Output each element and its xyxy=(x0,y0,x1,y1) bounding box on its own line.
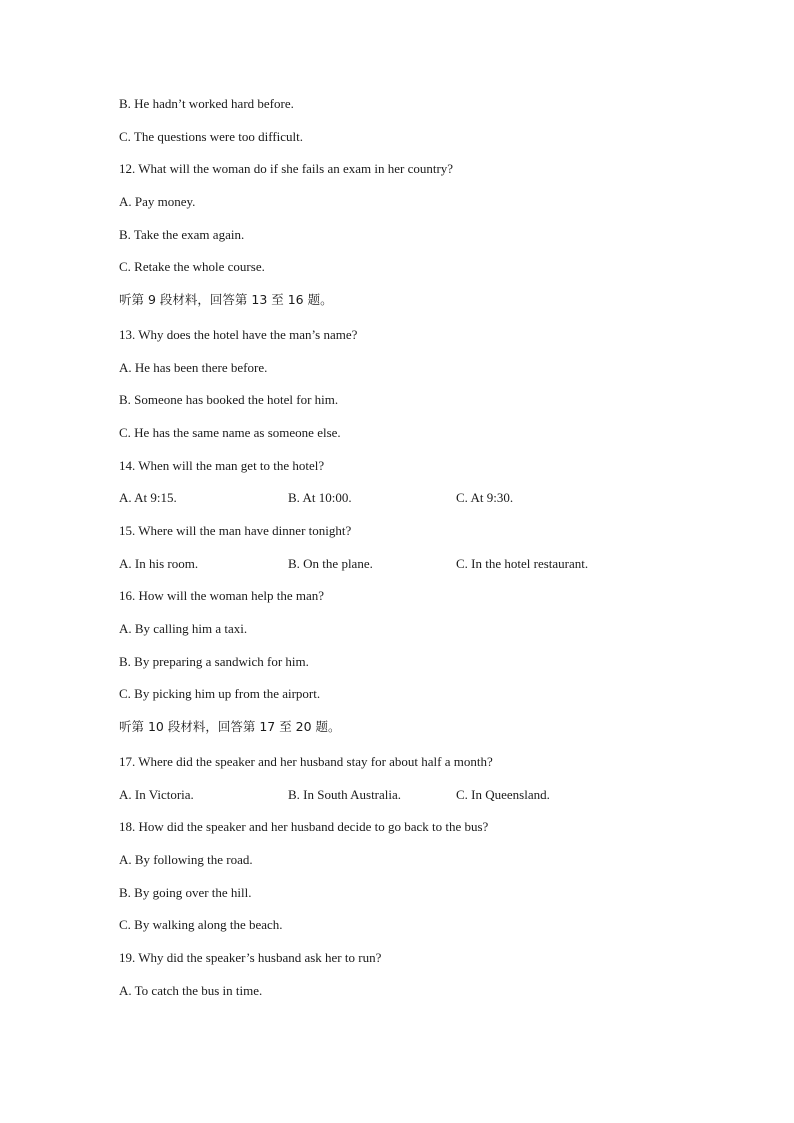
question-15-option-c: C. In the hotel restaurant. xyxy=(456,556,589,571)
question-19: 19. Why did the speaker’s husband ask her to run? xyxy=(119,950,382,965)
question-16-option-b: B. By preparing a sandwich for him. xyxy=(119,654,309,669)
option-line: B. He hadn’t worked hard before. xyxy=(119,96,294,111)
question-17-option-b: B. In South Australia. xyxy=(288,787,402,802)
question-17: 17. Where did the speaker and her husband stay for about half a month? xyxy=(119,754,493,769)
question-15: 15. Where will the man have dinner tonight? xyxy=(119,523,352,538)
question-14-option-b: B. At 10:00. xyxy=(288,490,352,505)
question-14-option-a: A. At 9:15. xyxy=(119,490,177,505)
question-14: 14. When will the man get to the hotel? xyxy=(119,458,325,473)
question-12-option-c: C. Retake the whole course. xyxy=(119,259,265,274)
section-heading-9: 听第 9 段材料，回答第 13 至 16 题。 xyxy=(119,292,333,307)
question-18-option-a: A. By following the road. xyxy=(119,852,253,867)
question-19-option-a: A. To catch the bus in time. xyxy=(119,983,263,998)
question-12: 12. What will the woman do if she fails an exam in her country? xyxy=(119,161,454,176)
question-15-option-b: B. On the plane. xyxy=(288,556,373,571)
question-17-option-a: A. In Victoria. xyxy=(119,787,194,802)
question-15-option-a: A. In his room. xyxy=(119,556,199,571)
question-18-option-c: C. By walking along the beach. xyxy=(119,917,283,932)
question-12-option-a: A. Pay money. xyxy=(119,194,196,209)
section-heading-10: 听第 10 段材料，回答第 17 至 20 题。 xyxy=(119,719,341,734)
question-16-option-c: C. By picking him up from the airport. xyxy=(119,686,321,701)
question-17-option-c: C. In Queensland. xyxy=(456,787,550,802)
question-12-option-b: B. Take the exam again. xyxy=(119,227,245,242)
question-13: 13. Why does the hotel have the man’s name? xyxy=(119,327,358,342)
option-line: C. The questions were too difficult. xyxy=(119,129,304,144)
question-13-option-c: C. He has the same name as someone else. xyxy=(119,425,341,440)
question-13-option-b: B. Someone has booked the hotel for him. xyxy=(119,392,339,407)
question-16-option-a: A. By calling him a taxi. xyxy=(119,621,248,636)
question-13-option-a: A. He has been there before. xyxy=(119,360,268,375)
question-18-option-b: B. By going over the hill. xyxy=(119,885,252,900)
question-16: 16. How will the woman help the man? xyxy=(119,588,325,603)
question-14-option-c: C. At 9:30. xyxy=(456,490,514,505)
question-18: 18. How did the speaker and her husband decide to go back to the bus? xyxy=(119,819,489,834)
